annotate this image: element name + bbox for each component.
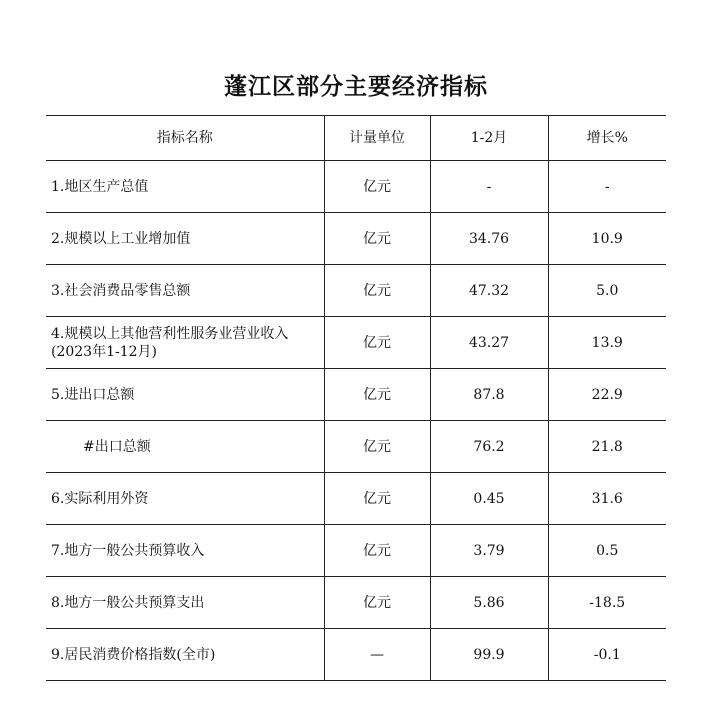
row-unit: 亿元 <box>324 161 430 213</box>
row-name: 4.规模以上其他营利性服务业营业收入(2023年1-12月) <box>46 317 324 369</box>
page-title: 蓬江区部分主要经济指标 <box>224 74 488 100</box>
row-name: #出口总额 <box>46 421 324 473</box>
row-name: 9.居民消费价格指数(全市) <box>46 629 324 681</box>
row-unit: 亿元 <box>324 213 430 265</box>
indicators-table <box>46 115 666 681</box>
table-row <box>46 421 666 473</box>
row-growth: 10.9 <box>548 213 666 265</box>
row-unit: 亿元 <box>324 265 430 317</box>
row-growth: 13.9 <box>548 317 666 369</box>
row-value: 3.79 <box>430 525 548 577</box>
row-value: 43.27 <box>430 317 548 369</box>
row-name: 6.实际利用外资 <box>46 473 324 525</box>
row-unit: 亿元 <box>324 473 430 525</box>
row-name: 1.地区生产总值 <box>46 161 324 213</box>
row-value: 87.8 <box>430 369 548 421</box>
row-value: 5.86 <box>430 577 548 629</box>
row-value: 47.32 <box>430 265 548 317</box>
row-growth: 5.0 <box>548 265 666 317</box>
table-row <box>46 317 666 369</box>
row-growth: -0.1 <box>548 629 666 681</box>
row-unit: 亿元 <box>324 317 430 369</box>
row-value: 0.45 <box>430 473 548 525</box>
row-unit: 亿元 <box>324 421 430 473</box>
row-growth: -18.5 <box>548 577 666 629</box>
table-row <box>46 629 666 681</box>
row-unit: — <box>324 629 430 681</box>
row-unit: 亿元 <box>324 525 430 577</box>
table-header-row <box>46 116 666 161</box>
row-value: - <box>430 161 548 213</box>
row-unit: 亿元 <box>324 369 430 421</box>
row-name: 7.地方一般公共预算收入 <box>46 525 324 577</box>
header-growth: 增长% <box>548 116 666 161</box>
header-period-value: 1-2月 <box>430 116 548 161</box>
row-growth: - <box>548 161 666 213</box>
table-row <box>46 265 666 317</box>
row-growth: 0.5 <box>548 525 666 577</box>
table-row <box>46 369 666 421</box>
row-value: 34.76 <box>430 213 548 265</box>
row-name: 2.规模以上工业增加值 <box>46 213 324 265</box>
row-name: 3.社会消费品零售总额 <box>46 265 324 317</box>
header-indicator-name: 指标名称 <box>46 116 324 161</box>
table-row <box>46 577 666 629</box>
row-name: 8.地方一般公共预算支出 <box>46 577 324 629</box>
table-row <box>46 473 666 525</box>
row-growth: 21.8 <box>548 421 666 473</box>
header-unit: 计量单位 <box>324 116 430 161</box>
row-growth: 31.6 <box>548 473 666 525</box>
table-row <box>46 213 666 265</box>
row-value: 76.2 <box>430 421 548 473</box>
row-name: 5.进出口总额 <box>46 369 324 421</box>
row-unit: 亿元 <box>324 577 430 629</box>
row-value: 99.9 <box>430 629 548 681</box>
table-row <box>46 525 666 577</box>
row-growth: 22.9 <box>548 369 666 421</box>
table-row <box>46 161 666 213</box>
